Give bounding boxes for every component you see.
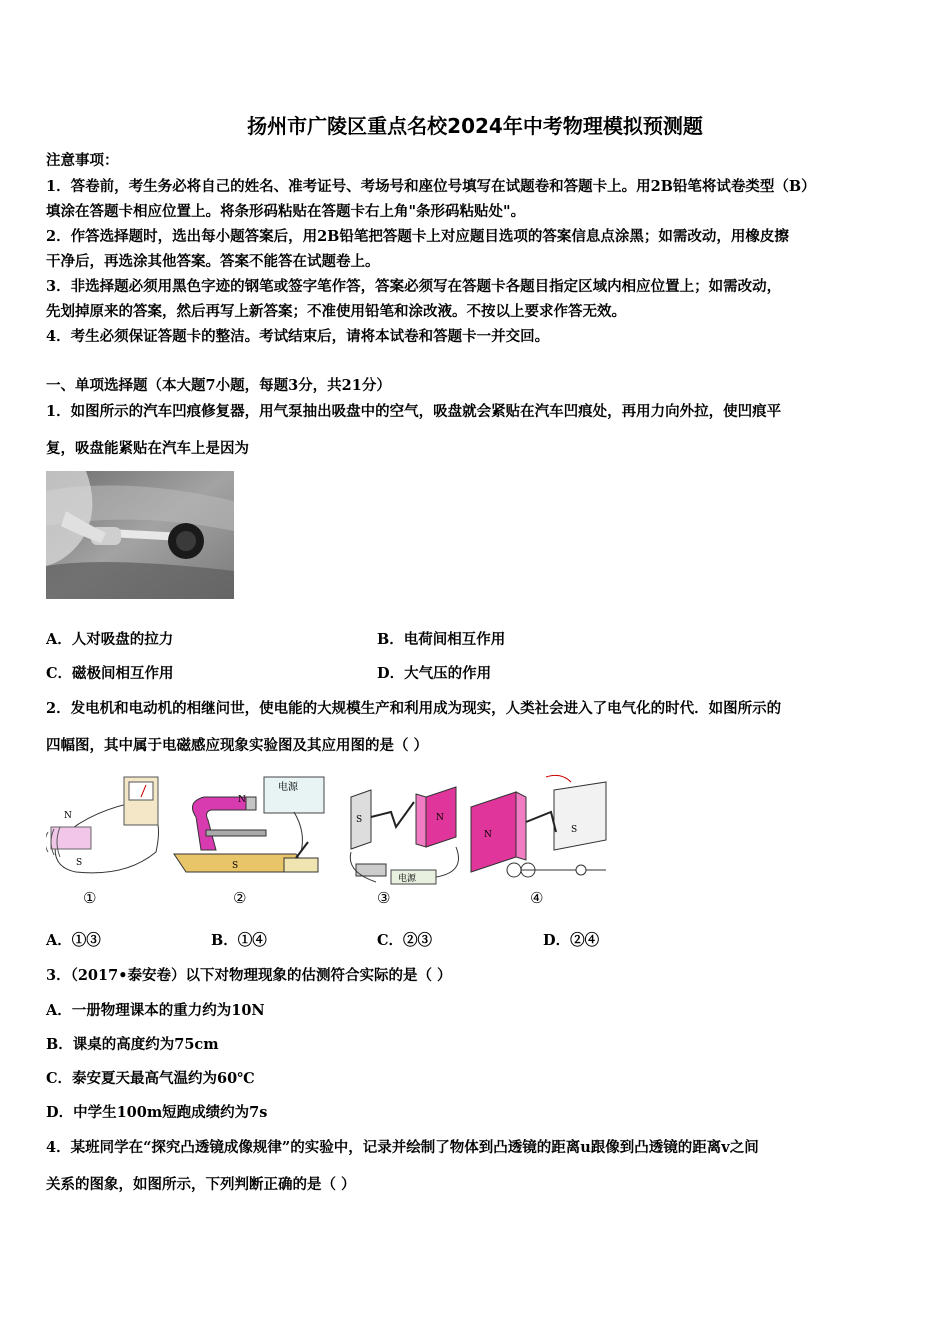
svg-text:S: S: [356, 815, 363, 825]
svg-text:N: N: [64, 811, 72, 821]
q1-option-c[interactable]: C．磁极间相互作用: [46, 665, 174, 682]
figure-2-motor-setup: [174, 777, 324, 872]
q3-option-a[interactable]: A．一册物理课本的重力约为10N: [46, 1002, 265, 1019]
q1-option-d[interactable]: D．大气压的作用: [377, 665, 492, 682]
figure-4-generator: [471, 775, 606, 877]
notice-line: 干净后，再选涂其他答案。答案不能答在试题卷上。: [46, 253, 380, 270]
svg-text:S: S: [571, 825, 578, 835]
svg-text:S: S: [232, 861, 239, 871]
q2-option-d[interactable]: D．②④: [543, 932, 600, 949]
notice-line: 先划掉原来的答案，然后再写上新答案；不准使用铅笔和涂改液。不按以上要求作答无效。: [46, 303, 626, 320]
q2-option-b[interactable]: B．①④: [211, 932, 267, 949]
q3-option-c[interactable]: C．泰安夏天最高气温约为60℃: [46, 1070, 255, 1087]
section-heading: 一、单项选择题（本大题7小题，每题3分，共21分）: [46, 377, 391, 394]
svg-text:N: N: [238, 795, 246, 805]
q1-option-b[interactable]: B．电荷间相互作用: [377, 631, 506, 648]
notice-line: 2．作答选择题时，选出每小题答案后，用2B铅笔把答题卡上对应题目选项的答案信息点涂黑；如需改动，用橡皮擦: [46, 228, 789, 245]
q3-option-d[interactable]: D．中学生100m短跑成绩约为7s: [46, 1104, 268, 1121]
question-4-text: 4．某班同学在“探究凸透镜成像规律”的实验中，记录并绘制了物体到凸透镜的距离u跟像到凸透镜的距离v之间: [46, 1139, 759, 1156]
figure-label-2: ②: [233, 889, 247, 907]
question-1-text: 1．如图所示的汽车凹痕修复器，用气泵抽出吸盘中的空气，吸盘就会紧贴在汽车凹痕处，再用力向外拉，使凹痕平: [46, 403, 782, 420]
figure-label-1: ①: [83, 889, 97, 907]
svg-text:电源: 电源: [398, 874, 417, 884]
q2-experiment-figures: [46, 772, 616, 910]
q3-option-b[interactable]: B．课桌的高度约为75cm: [46, 1036, 219, 1053]
question-2-text: 四幅图，其中属于电磁感应现象实验图及其应用图的是（ ）: [46, 737, 429, 754]
page-title: 扬州市广陵区重点名校2024年中考物理模拟预测题: [247, 114, 703, 138]
q2-option-a[interactable]: A．①③: [46, 932, 101, 949]
notice-line: 填涂在答题卡相应位置上。将条形码粘贴在答题卡右上角"条形码粘贴处"。: [46, 203, 526, 220]
question-1-text: 复，吸盘能紧贴在汽车上是因为: [46, 440, 249, 457]
figure-1-galvanometer: [46, 777, 159, 873]
question-3-text: 3．（2017•泰安卷）以下对物理现象的估测符合实际的是（ ）: [46, 967, 452, 984]
notice-line: 1．答卷前，考生务必将自己的姓名、准考证号、考场号和座位号填写在试题卷和答题卡上。用2B铅笔将试卷类型（B）: [46, 178, 816, 195]
notice-line: 3．非选择题必须用黑色字迹的钢笔或签字笔作答，答案必须写在答题卡各题目指定区域内相应位置上；如需改动，: [46, 278, 782, 295]
svg-text:S: S: [76, 858, 83, 868]
notice-heading: 注意事项：: [46, 152, 119, 169]
q2-option-c[interactable]: C．②③: [377, 932, 433, 949]
figure-3-induction-setup: [350, 787, 458, 884]
question-4-text: 关系的图象，如图所示，下列判断正确的是（ ）: [46, 1176, 356, 1193]
figure-label-4: ④: [530, 889, 544, 907]
figure-label-3: ③: [377, 889, 391, 907]
svg-text:N: N: [484, 830, 492, 840]
question-2-text: 2．发电机和电动机的相继问世，使电能的大规模生产和利用成为现实，人类社会进入了电气化的时代．如图所示的: [46, 700, 782, 717]
svg-text:电源: 电源: [278, 782, 298, 793]
notice-line: 4．考生必须保证答题卡的整洁。考试结束后，请将本试卷和答题卡一并交回。: [46, 328, 550, 345]
dent-repair-photo: [46, 471, 234, 599]
q1-option-a[interactable]: A．人对吸盘的拉力: [46, 631, 174, 648]
svg-text:N: N: [436, 813, 444, 823]
